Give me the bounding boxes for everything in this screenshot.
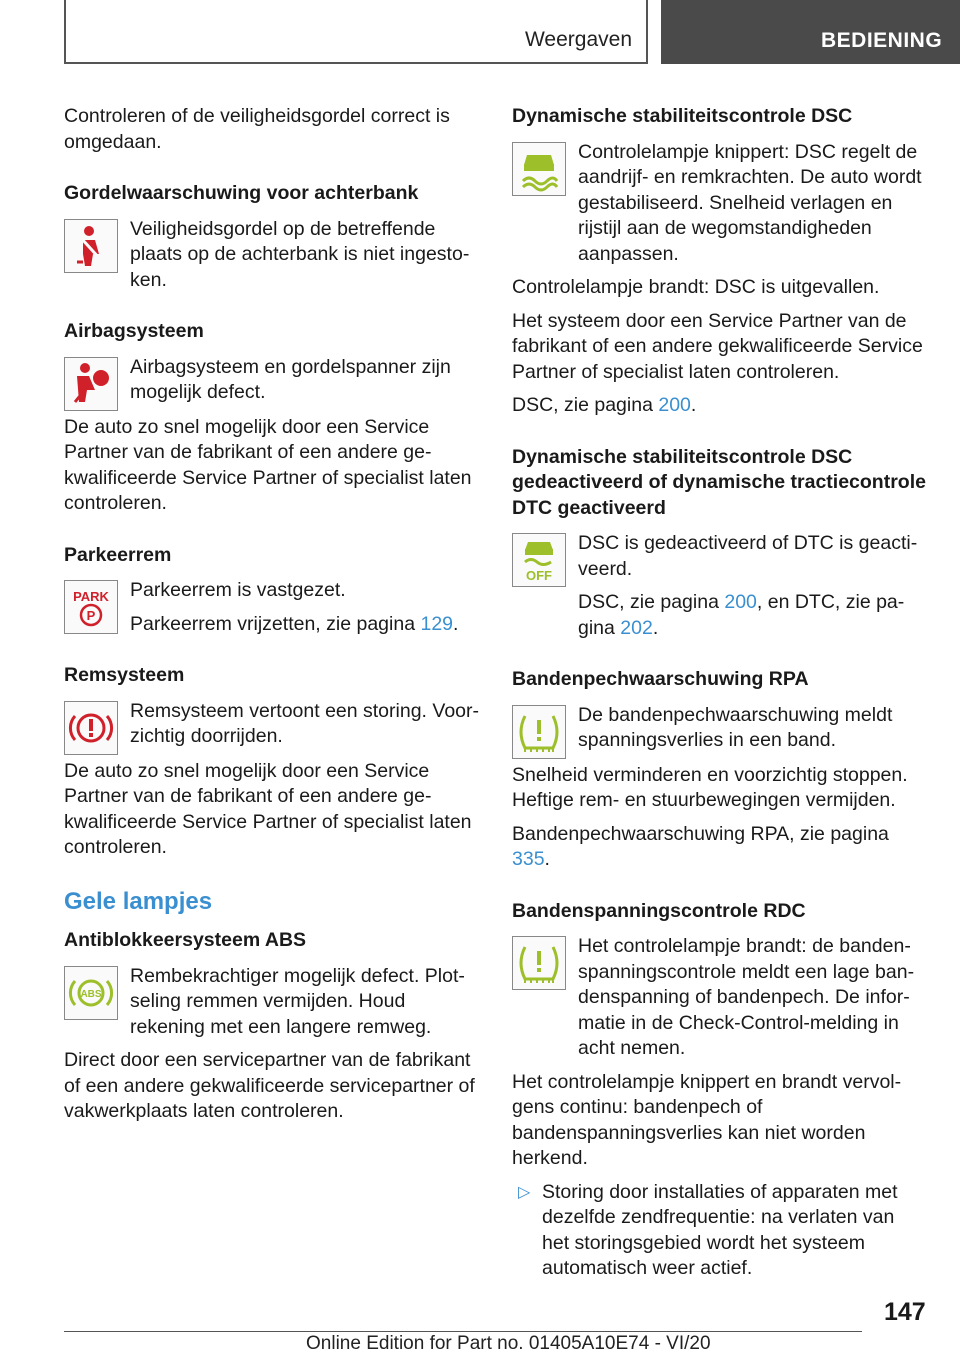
airbag-text-1: Airbagsysteem en gordelspanner zijn mogelijk defect.	[130, 355, 451, 403]
bullet-triangle-icon: ▷	[518, 1183, 531, 1201]
dsc-indicator	[512, 140, 926, 268]
ref-period: .	[690, 394, 697, 416]
tire-pressure-icon	[512, 705, 566, 759]
rpa-text-2: Snelheid verminderen en voorzichtig stoppen. Heftige rem- en stuurbewegingen vermijden.	[512, 763, 908, 811]
svg-text:OFF: OFF	[526, 568, 552, 583]
dsc-ref	[512, 393, 926, 419]
brake-system-indicator	[64, 699, 482, 751]
rdc-heading: Bandenspanningscontrole RDC	[512, 899, 806, 922]
ref-period: .	[453, 612, 459, 635]
ref-period: .	[544, 848, 550, 870]
airbag-warning-icon	[64, 357, 118, 411]
dsc-heading: Dynamische stabiliteitscontrole DSC	[512, 105, 853, 127]
rdc-bullet-text: Storing door installaties of apparaten met dezelfde zendfrequentie: na verlaten van het storingsgebied wordt het systeem automatisch weer actief.	[542, 1180, 898, 1279]
airbag-text-2: De auto zo snel mogelijk door een Service Partner van de fabrikant of een andere gekwalificeerde Service Partner of specialist laten controleren.	[64, 415, 472, 514]
parking-brake-indicator	[64, 578, 482, 637]
yellow-lamps-heading: Gele lampjes	[64, 887, 213, 915]
parking-brake-ref-text: Parkeerrem vrijzetten, zie pagina	[130, 612, 416, 635]
park-brake-icon	[64, 580, 118, 634]
parking-brake-heading: Parkeerrem	[64, 543, 172, 566]
svg-text:P: P	[86, 608, 96, 623]
left-column	[64, 104, 482, 1133]
brake-text-1: Remsysteem vertoont een storing. Voorzichtig doorrijden.	[130, 699, 479, 747]
abs-indicator	[64, 964, 482, 1041]
svg-text:ABS: ABS	[80, 988, 102, 1000]
header-section-title: Weergaven	[524, 28, 632, 51]
abs-warning-icon	[64, 966, 118, 1020]
dsc-warning-icon	[512, 142, 566, 196]
dsc-ref-text: DSC, zie pagina	[512, 394, 653, 416]
belt-warning-text: Veiligheidsgordel op de betreffende plaats op de achterbank is niet ingestoken.	[130, 217, 470, 291]
rdc-indicator	[512, 934, 926, 1062]
tire-pressure-icon	[512, 936, 566, 990]
footer-edition-text: Online Edition for Part no. 01405A10E74 - VI/20	[306, 1333, 711, 1354]
dsc-text-2: Controlelampje brandt: DSC is uitgevallen.	[512, 276, 880, 298]
page-link-202[interactable]: 202	[620, 616, 653, 639]
rpa-heading: Bandenpechwaarschuwing RPA	[512, 668, 809, 690]
dsc-off-ref-text: DSC, zie pagina	[578, 591, 719, 613]
abs-heading: Antiblokkeersysteem ABS	[64, 929, 307, 951]
airbag-indicator	[64, 355, 482, 407]
seatbelt-warning-icon	[64, 219, 118, 273]
dtc-ref-text: , en DTC, zie pagina	[578, 591, 905, 639]
right-column	[512, 104, 926, 1290]
rpa-ref	[512, 822, 926, 873]
dsc-off-text-1: DSC is gedeactiveerd of DTC is geactiveerd.	[578, 532, 918, 580]
intro-text: Controleren of de veiligheidsgordel correct is omgedaan.	[64, 105, 450, 153]
rpa-indicator	[512, 703, 926, 755]
rdc-text-1: Het controlelampje brandt: de bandenspanningscontrole meldt een lage bandenspanning of bandenpech. De informatie in de Check-Control-melding in acht nemen.	[578, 935, 915, 1059]
rdc-text-2: Het controlelampje knippert en brandt vervolgens continu: bandenpech of bandenspanningsverlies kan niet worden herkend.	[512, 1070, 902, 1169]
dsc-text-1: Controlelampje knippert: DSC regelt de aandrijf- en remkrachten. De auto wordt gestabiliseerd. Snelheid verlagen en rijstijl aan de wegomstandigheden aanpassen.	[578, 140, 922, 265]
dsc-off-ref	[578, 590, 926, 641]
header-section-box	[64, 0, 648, 64]
ref-period: .	[652, 616, 659, 639]
rdc-bullet-item	[512, 1180, 926, 1282]
belt-warning-indicator	[64, 217, 482, 294]
svg-text:PARK: PARK	[73, 589, 109, 604]
airbag-heading: Airbagsysteem	[64, 320, 204, 342]
page-number: 147	[884, 1298, 926, 1326]
brake-text-2: De auto zo snel mogelijk door een Service Partner van de fabrikant of een andere gekwalificeerde Service Partner of specialist laten controleren.	[64, 759, 472, 858]
page-link-335[interactable]: 335	[512, 848, 545, 870]
abs-text-2: Direct door een servicepartner van de fabrikant of een andere gekwalificeerde servicepartner of vakwerkplaats laten controleren.	[64, 1049, 475, 1122]
footer-divider	[64, 1331, 862, 1332]
header-chapter-box	[661, 0, 960, 64]
page-link-129[interactable]: 129	[420, 612, 454, 635]
rpa-ref-text: Bandenpechwaarschuwing RPA, zie pagina	[512, 822, 889, 845]
dsc-off-icon	[512, 533, 566, 587]
page-link-200[interactable]: 200	[724, 591, 757, 613]
header-chapter-title: BEDIENING	[821, 29, 943, 52]
parking-brake-text-1: Parkeerrem is vastgezet.	[130, 579, 346, 601]
brake-warning-icon	[64, 701, 118, 755]
dsc-off-indicator	[512, 531, 926, 641]
dsc-text-3: Het systeem door een Service Partner van de fabrikant of een andere gekwalificeerde Service Partner of specialist laten controleren.	[512, 309, 923, 383]
dsc-off-heading: Dynamische stabiliteitscontrole DSC gedeactiveerd of dynamische tractiecontrole DTC geactiveerd	[512, 445, 926, 519]
rpa-text-1: De bandenpechwaarschuwing meldt spanningsverlies in een band.	[578, 703, 893, 751]
brake-system-heading: Remsysteem	[64, 664, 185, 686]
page-link-200[interactable]: 200	[658, 394, 691, 416]
belt-warning-heading: Gordelwaarschuwing voor achterbank	[64, 182, 419, 204]
abs-text-1: Rembekrachtiger mogelijk defect. Plotseling remmen vermijden. Houd rekening met een langere remweg.	[130, 964, 465, 1038]
parking-brake-text-2	[130, 612, 482, 638]
